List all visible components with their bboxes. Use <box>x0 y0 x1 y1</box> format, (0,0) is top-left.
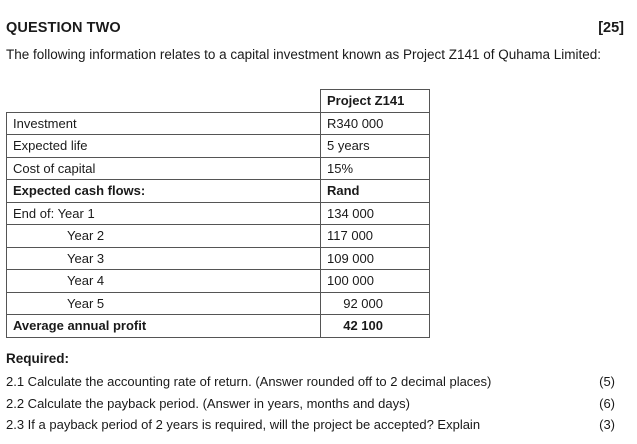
question-header <box>6 20 624 40</box>
row-value: 100 000 <box>321 270 430 293</box>
list-item <box>6 415 618 437</box>
sub-question-marks: (5) <box>599 374 615 389</box>
sub-question-marks: (3) <box>599 417 615 432</box>
list-item <box>6 394 618 416</box>
row-label: End of: Year 1 <box>7 202 321 225</box>
table-row <box>7 315 430 338</box>
row-label: Expected cash flows: <box>7 180 321 203</box>
row-label: Year 5 <box>7 292 321 315</box>
intro-paragraph: The following information relates to a capital investment known as Project Z141 of Quhama Limited: <box>6 47 602 62</box>
sub-question-text: 2.2 Calculate the payback period. (Answer in years, months and days) <box>6 395 410 411</box>
row-value: Rand <box>321 180 430 203</box>
sub-question-marks: (6) <box>599 395 615 411</box>
row-label: Average annual profit <box>7 315 321 338</box>
row-value: 92 000 <box>321 292 430 315</box>
sub-question-text: 2.1 Calculate the accounting rate of return. (Answer rounded off to 2 decimal places) <box>6 374 492 389</box>
question-total-marks: [25] <box>598 20 624 36</box>
table-row <box>7 135 430 158</box>
question-title: QUESTION TWO <box>6 20 121 36</box>
row-label: Cost of capital <box>7 157 321 180</box>
row-label: Investment <box>7 112 321 135</box>
table-row <box>7 180 430 203</box>
row-value: R340 000 <box>321 112 430 135</box>
project-data-table <box>6 89 430 338</box>
row-label: Year 2 <box>7 225 321 248</box>
row-value: 134 000 <box>321 202 430 225</box>
table-row <box>7 225 430 248</box>
table-row <box>7 270 430 293</box>
required-heading: Required: <box>6 351 70 366</box>
question-list <box>6 372 618 437</box>
row-label: Year 4 <box>7 270 321 293</box>
row-value: 15% <box>321 157 430 180</box>
table-row <box>7 157 430 180</box>
row-value: 109 000 <box>321 247 430 270</box>
table-row <box>7 247 430 270</box>
table-row <box>7 202 430 225</box>
table-row <box>7 292 430 315</box>
list-item <box>6 372 618 394</box>
table-header-row <box>7 90 430 113</box>
column-header-project: Project Z141 <box>321 90 430 113</box>
row-value: 5 years <box>321 135 430 158</box>
table-row <box>7 112 430 135</box>
row-label: Expected life <box>7 135 321 158</box>
row-value: 42 100 <box>321 315 430 338</box>
row-value: 117 000 <box>321 225 430 248</box>
sub-question-text: 2.3 If a payback period of 2 years is required, will the project be accepted? Explain <box>6 417 481 432</box>
row-label: Year 3 <box>7 247 321 270</box>
table-corner-cell <box>7 90 321 113</box>
